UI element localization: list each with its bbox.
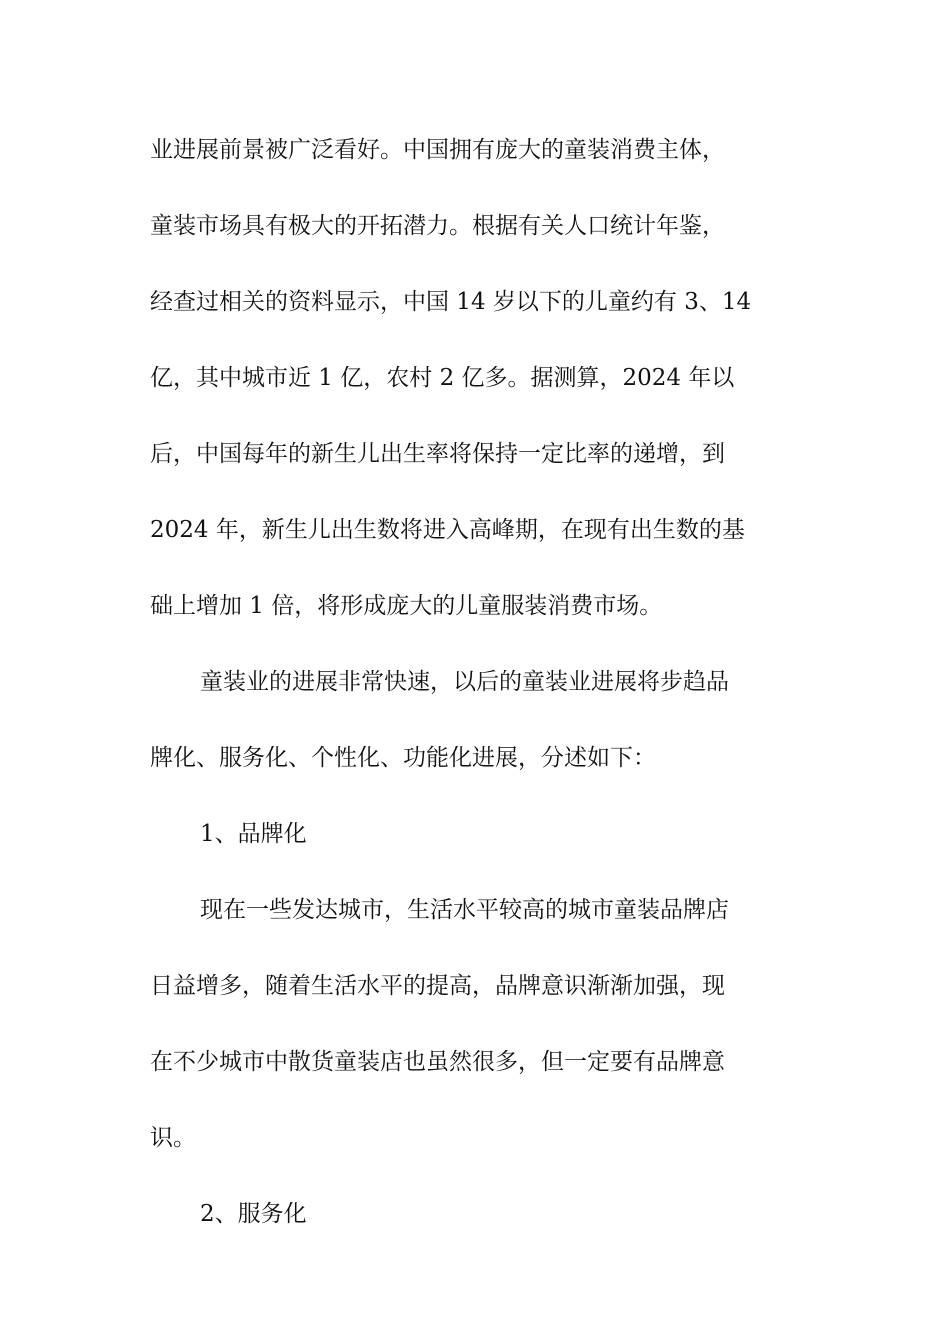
text-line: 后，中国每年的新生儿出生率将保持一定比率的递增，到 xyxy=(150,441,725,467)
text-line: 亿，其中城市近 1 亿，农村 2 亿多。据测算，2024 年以 xyxy=(150,365,735,391)
heading-text: 2、服务化 xyxy=(200,1201,307,1227)
paragraph-market-outlook xyxy=(150,131,800,625)
heading-text: 1、品牌化 xyxy=(200,821,307,847)
text-line: 业进展前景被广泛看好。中国拥有庞大的童装消费主体， xyxy=(150,137,725,163)
text-line: 经查过相关的资料显示，中国 14 岁以下的儿童约有 3、14 xyxy=(150,289,752,315)
paragraph-branding xyxy=(150,891,800,1157)
text-line: 牌化、服务化、个性化、功能化进展，分述如下： xyxy=(150,745,656,771)
text-line: 在不少城市中散货童装店也虽然很多，但一定要有品牌意 xyxy=(150,1049,725,1075)
document-page xyxy=(150,131,800,1271)
text-line: 童装市场具有极大的开拓潜力。根据有关人口统计年鉴， xyxy=(150,213,725,239)
paragraph-trends xyxy=(150,663,800,777)
text-line: 日益增多，随着生活水平的提高，品牌意识渐渐加强，现 xyxy=(150,973,725,999)
text-line: 础上增加 1 倍，将形成庞大的儿童服装消费市场。 xyxy=(150,593,663,619)
text-line: 童装业的进展非常快速，以后的童装业进展将步趋品 xyxy=(200,669,729,695)
section-heading-service xyxy=(150,1195,800,1233)
section-heading-branding xyxy=(150,815,800,853)
text-line: 现在一些发达城市，生活水平较高的城市童装品牌店 xyxy=(200,897,729,923)
text-line: 2024 年，新生儿出生数将进入高峰期，在现有出生数的基 xyxy=(150,517,745,543)
text-line: 识。 xyxy=(150,1125,196,1151)
